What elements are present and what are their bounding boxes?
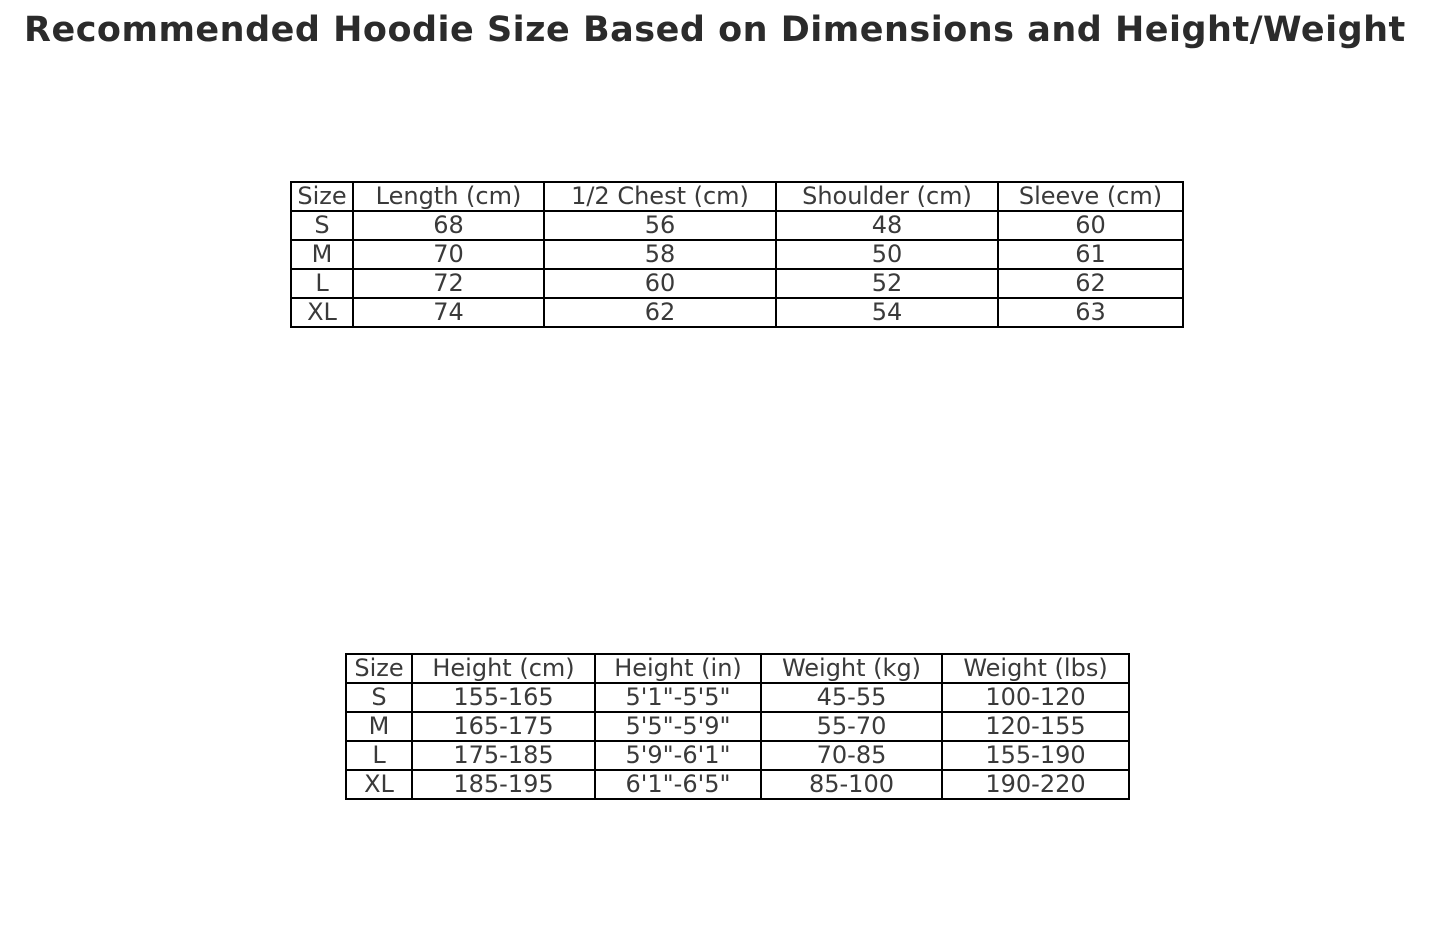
table-cell: 62 [544,298,776,327]
table-cell: S [346,683,412,712]
table-cell: L [291,269,353,298]
table-cell: L [346,741,412,770]
table-cell: 155-165 [412,683,595,712]
table-cell: M [291,240,353,269]
table-row [346,683,1129,712]
table-row [346,712,1129,741]
column-header: Weight (kg) [761,654,942,683]
table-cell: 120-155 [942,712,1129,741]
table-cell: 63 [998,298,1183,327]
table-cell: 60 [544,269,776,298]
table-cell: 175-185 [412,741,595,770]
table-row [291,211,1183,240]
table-row [346,770,1129,799]
column-header: Height (cm) [412,654,595,683]
table-row [291,240,1183,269]
column-header: 1/2 Chest (cm) [544,182,776,211]
table-cell: 56 [544,211,776,240]
table-cell: 5'9"-6'1" [595,741,761,770]
table-cell: XL [346,770,412,799]
table-cell: 100-120 [942,683,1129,712]
table-cell: 68 [353,211,544,240]
table-cell: 5'5"-5'9" [595,712,761,741]
column-header: Size [291,182,353,211]
column-header: Shoulder (cm) [776,182,998,211]
table-cell: 72 [353,269,544,298]
height-weight-fit-table [345,653,1130,800]
column-header: Size [346,654,412,683]
table-cell: 55-70 [761,712,942,741]
header-row [346,654,1129,683]
table-cell: 45-55 [761,683,942,712]
table-cell: 5'1"-5'5" [595,683,761,712]
table-cell: M [346,712,412,741]
column-header: Height (in) [595,654,761,683]
table-cell: 52 [776,269,998,298]
table-cell: 165-175 [412,712,595,741]
column-header: Length (cm) [353,182,544,211]
table-cell: 74 [353,298,544,327]
column-header: Weight (lbs) [942,654,1129,683]
table-row [291,298,1183,327]
table-cell: 48 [776,211,998,240]
table-cell: 60 [998,211,1183,240]
table-cell: 6'1"-6'5" [595,770,761,799]
table-row [291,269,1183,298]
table-cell: 190-220 [942,770,1129,799]
table-cell: 70-85 [761,741,942,770]
table-cell: 185-195 [412,770,595,799]
table-cell: 58 [544,240,776,269]
table-cell: 85-100 [761,770,942,799]
page-title: Recommended Hoodie Size Based on Dimensions and Height/Weight [24,10,1406,50]
table-cell: 62 [998,269,1183,298]
table-cell: 61 [998,240,1183,269]
table-cell: S [291,211,353,240]
table-cell: 155-190 [942,741,1129,770]
table-cell: XL [291,298,353,327]
header-row [291,182,1183,211]
table-cell: 54 [776,298,998,327]
hoodie-dimensions-table [290,181,1184,328]
table-row [346,741,1129,770]
table-cell: 50 [776,240,998,269]
table-cell: 70 [353,240,544,269]
column-header: Sleeve (cm) [998,182,1183,211]
